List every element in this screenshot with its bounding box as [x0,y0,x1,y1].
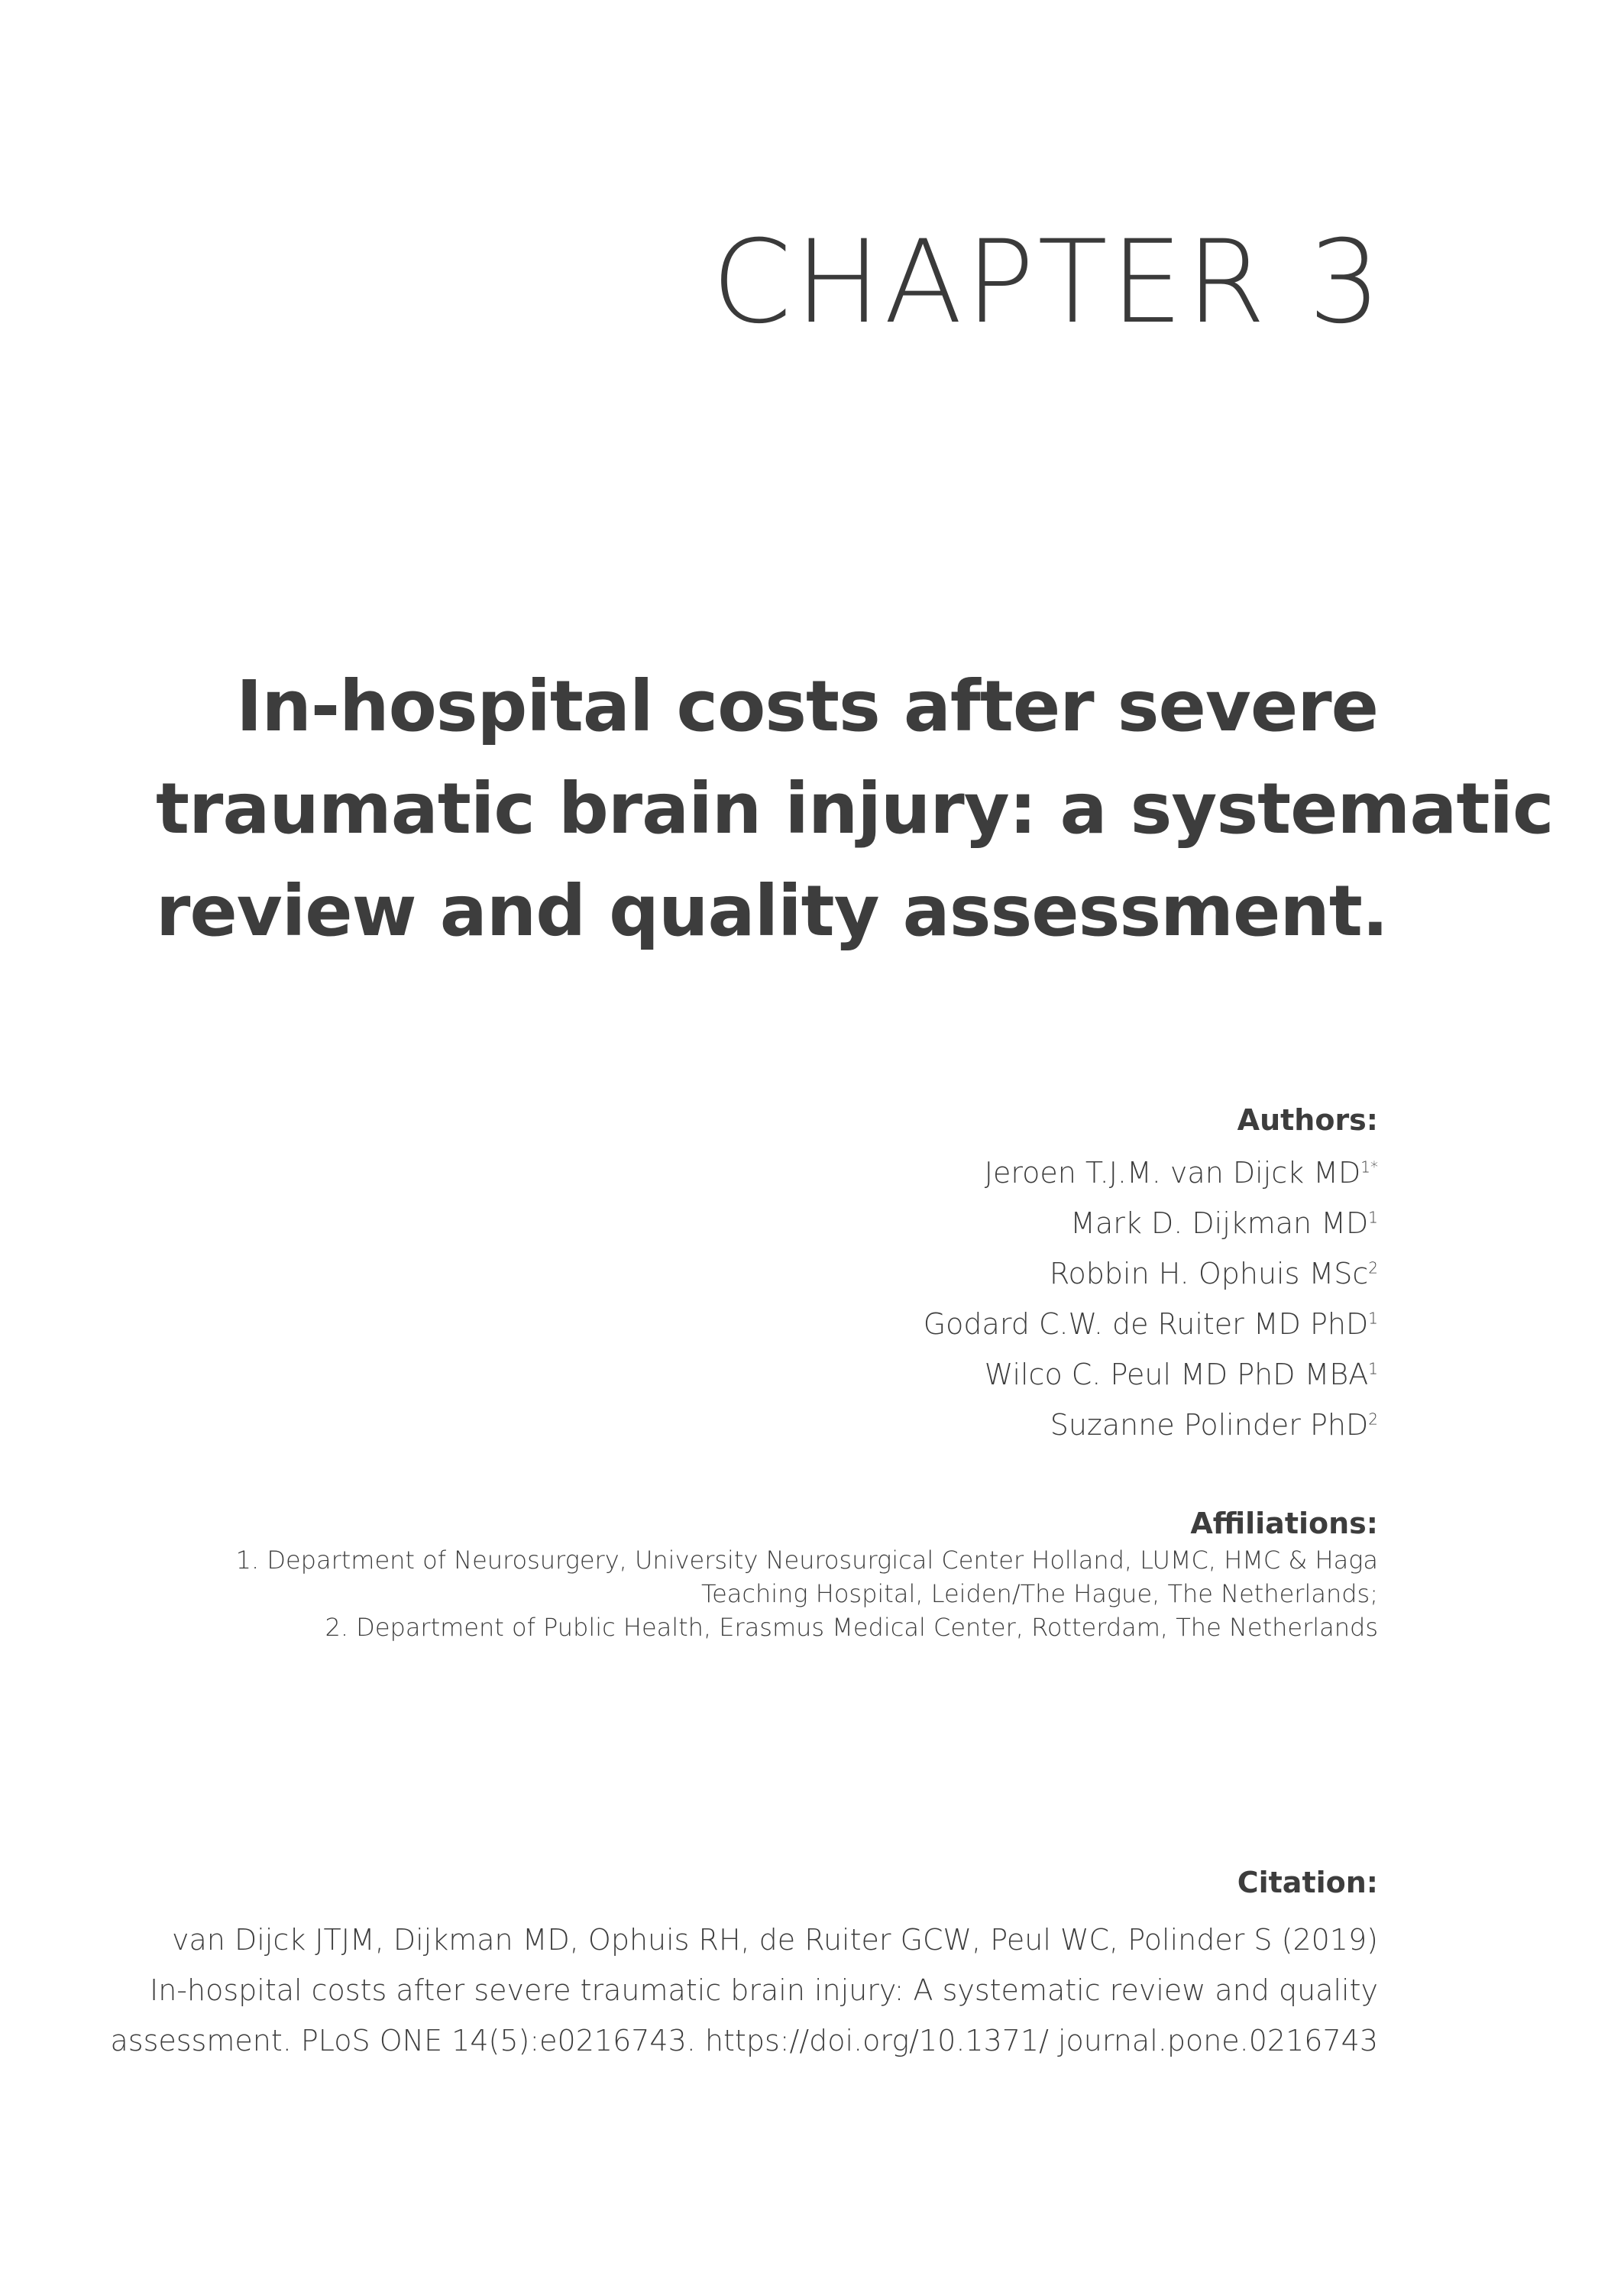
author-name: Suzanne Polinder PhD [1050,1408,1369,1442]
affiliation-line: 2. Department of Public Health, Erasmus Medical Center, Rotterdam, The Netherlands [325,1613,1378,1642]
author-name: Godard C.W. de Ruiter MD PhD [923,1307,1369,1341]
author-entry [461,1148,1378,1198]
author-entry [461,1349,1378,1400]
affiliations-heading: Affiliations: [1190,1507,1378,1540]
citation-line: In-hospital costs after severe traumatic brain injury: A systematic review and quality [150,1973,1378,2007]
author-name: Jeroen T.J.M. van Dijck MD [984,1156,1361,1190]
author-entry [461,1248,1378,1299]
citation-section [41,1863,1378,2066]
author-name: Mark D. Dijkman MD [1070,1206,1369,1240]
author-affiliation-marker: 1* [1360,1157,1378,1177]
author-name: Robbin H. Ophuis MSc [1049,1257,1369,1290]
citation-line: van Dijck JTJM, Dijkman MD, Ophuis RH, de Ruiter GCW, Peul WC, Polinder S (2019) [172,1923,1378,1957]
author-affiliation-marker: 1 [1368,1208,1378,1227]
authors-heading: Authors: [1237,1103,1378,1137]
citation-heading: Citation: [1237,1866,1378,1899]
author-name: Wilco C. Peul MD PhD MBA [984,1358,1369,1391]
title-line: In-hospital costs after severe [236,665,1378,747]
chapter-label [711,216,1384,349]
citation-line: assessment. PLoS ONE 14(5):e0216743. https://doi.org/10.1371/ journal.pone.0216743 [110,2024,1378,2057]
author-affiliation-marker: 2 [1368,1410,1378,1429]
title-line: traumatic brain injury: a systematic [156,768,1554,850]
author-entry [461,1400,1378,1450]
affiliation-line: 1. Department of Neurosurgery, University Neurosurgical Center Holland, LUMC, HMC & Haga [235,1546,1378,1575]
authors-section [461,1100,1378,1450]
affiliation-line: Teaching Hospital, Leiden/The Hague, The Netherlands; [700,1579,1378,1608]
author-entry [461,1198,1378,1248]
affiliations-section [79,1504,1378,1644]
title-line: review and quality assessment. [156,870,1388,952]
author-affiliation-marker: 1 [1368,1309,1378,1328]
author-affiliation-marker: 1 [1368,1359,1378,1378]
chapter-label-text: CHAPTER 3 [711,216,1384,349]
author-entry [461,1299,1378,1349]
author-affiliation-marker: 2 [1368,1258,1378,1277]
chapter-title [156,656,1554,963]
